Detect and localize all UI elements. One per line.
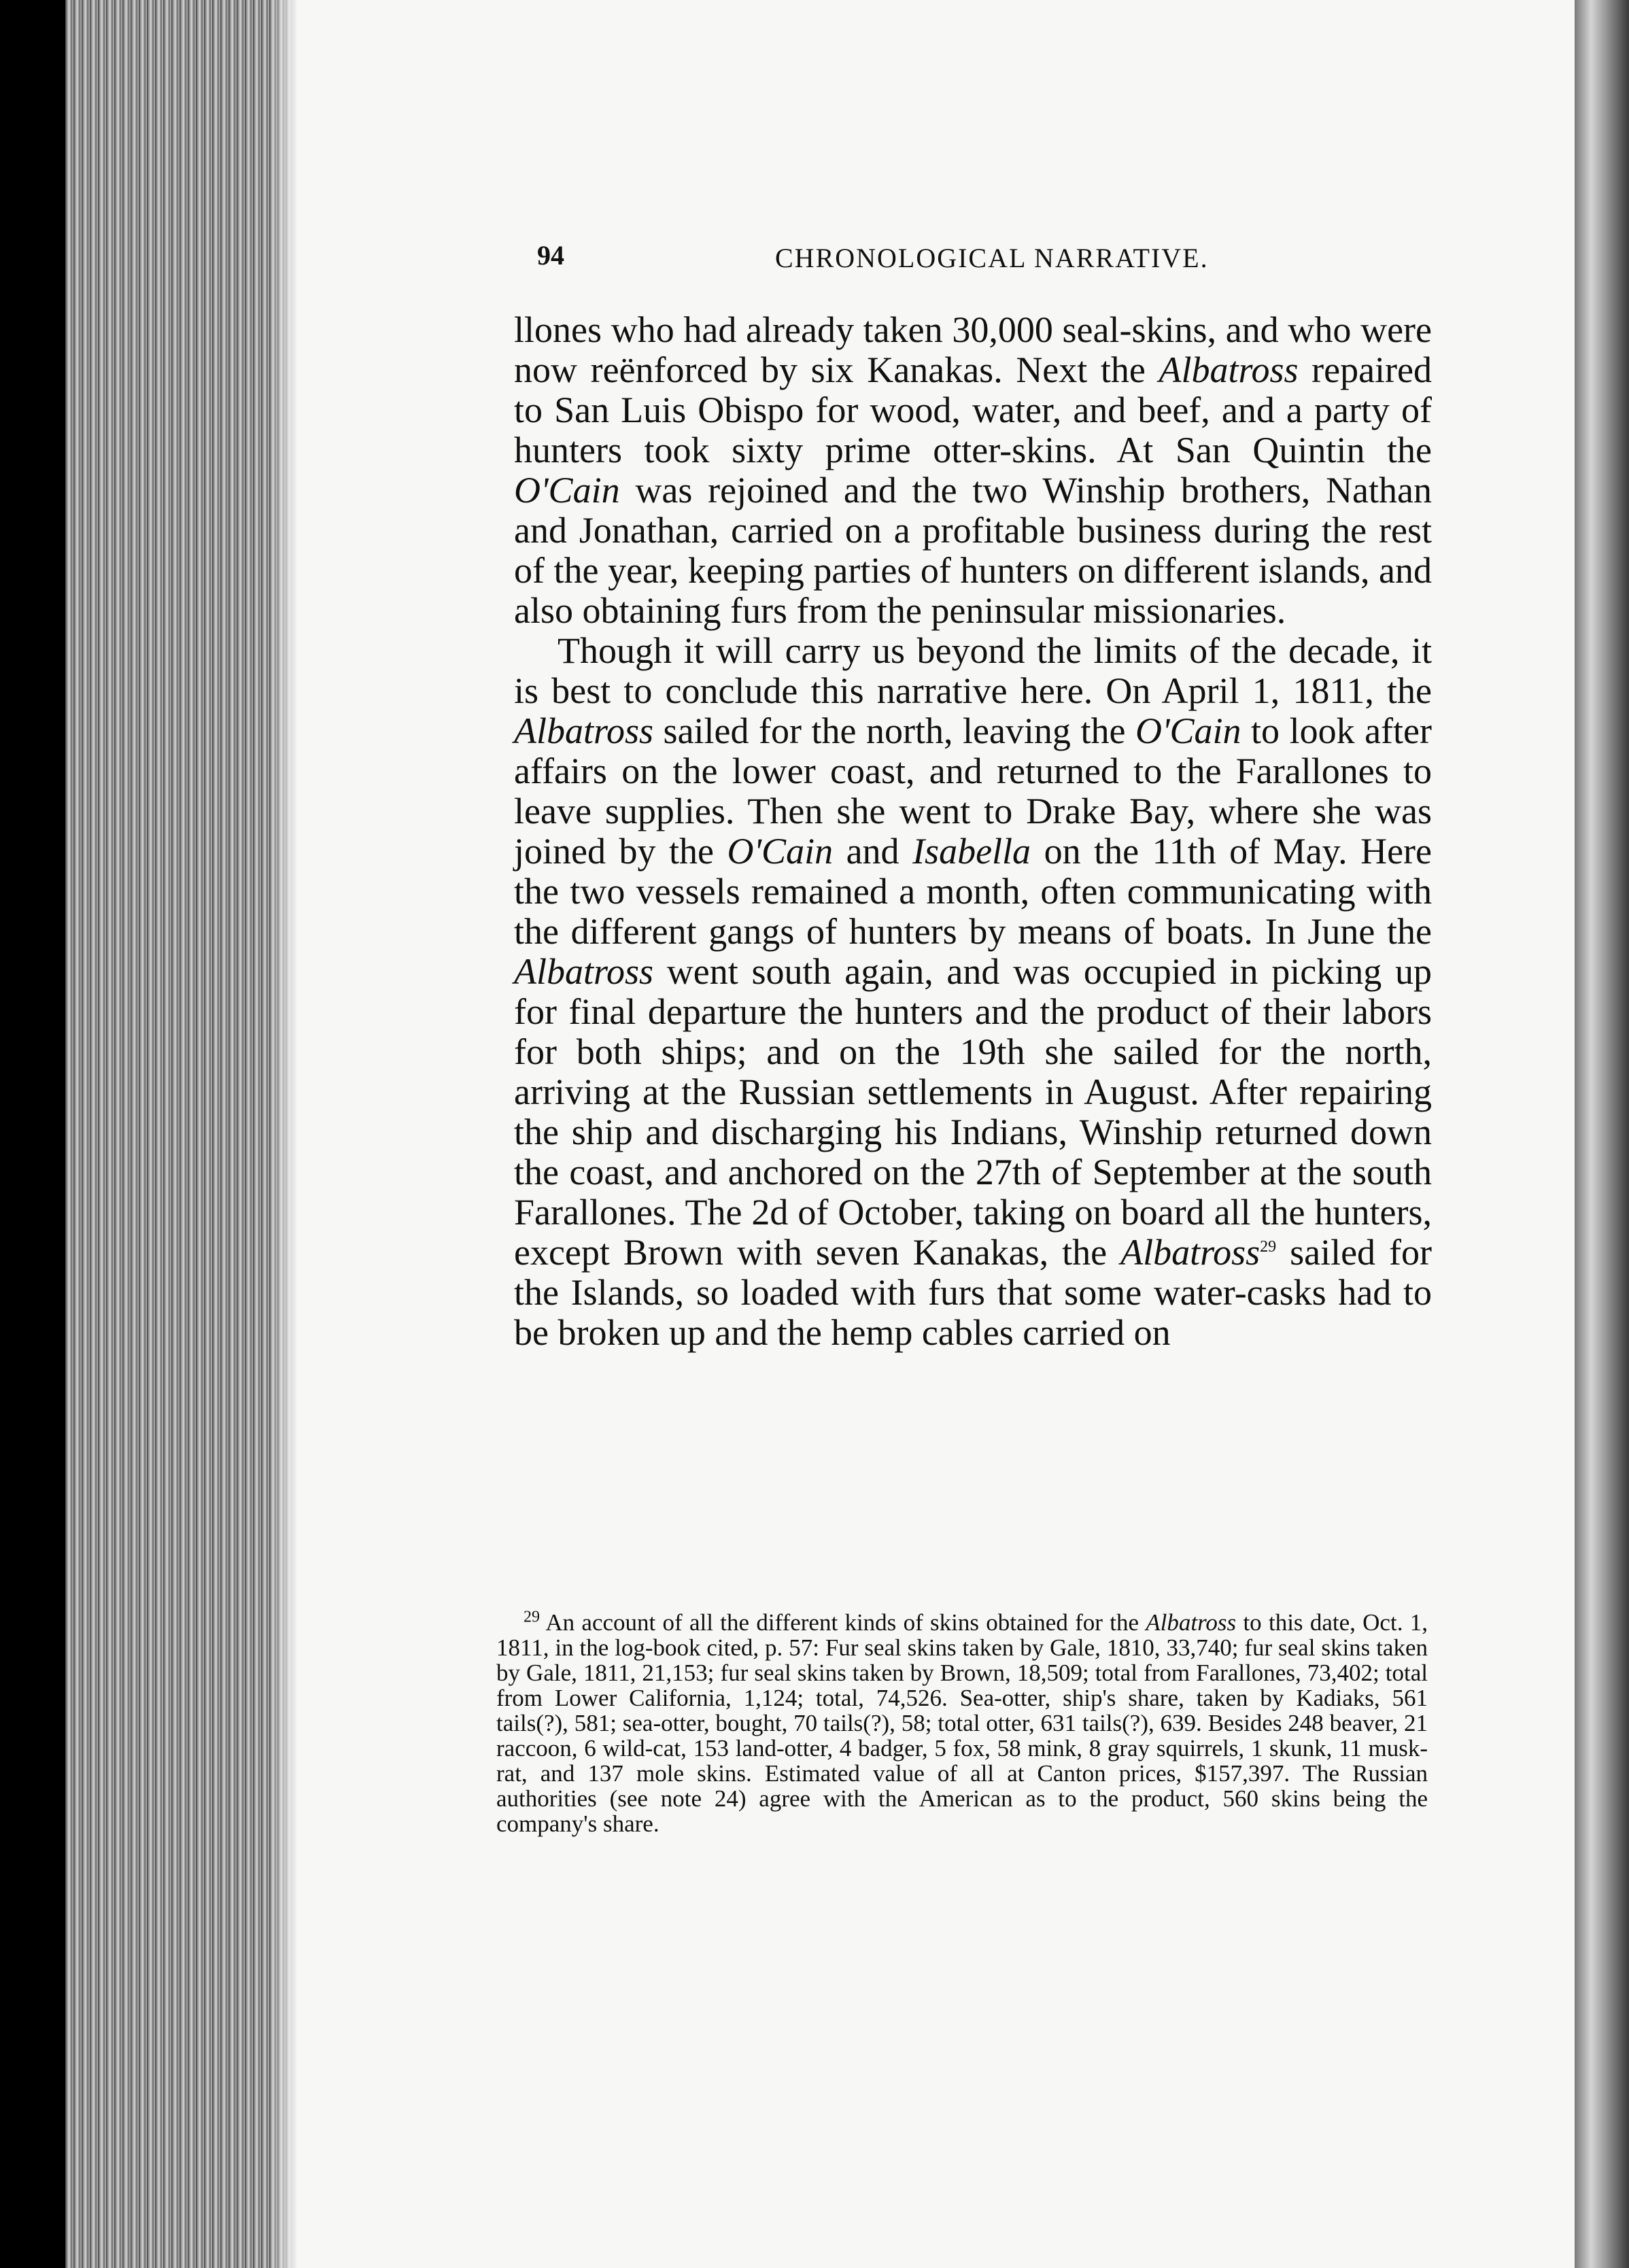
footnotes	[496, 1610, 1428, 1836]
text-run: Though it will carry us beyond the limits of the decade, it is best to conclude this narrative here. On April 1, 1811, the	[514, 630, 1432, 711]
ship-name: Albatross	[514, 710, 654, 751]
ship-name: Albatross	[1120, 1232, 1261, 1273]
paragraph-2	[514, 631, 1432, 1353]
text-run: An account of all the different kinds of skins obtained for the	[540, 1609, 1146, 1636]
ship-name: Albatross	[1146, 1609, 1237, 1636]
text-run: to this date, Oct. 1, 1811, in the log-book cited, p. 57: Fur seal skins taken by Gale, 1810, 33,740; fur seal skins taken by Gale, 1811, 21,153; fur seal skins taken by Brown, 18,509; total from Farallones, 73,402; total from Lower California, 1,124; total, 74,526. Sea-otter, ship's share, taken by Kadiaks, 561 tails(?), 581; sea-otter, bought, 70 tails(?), 58; total otter, 631 tails(?), 639. Besides 248 beaver, 21 raccoon, 6 wild-cat, 153 land-otter, 4 badger, 5 fox, 58 mink, 8 gray squirrels, 1 skunk, 11 musk-rat, and 137 mole skins. Estimated value of all at Canton prices, $157,397. The Russian authorities (see note 24) agree with the American as to the product, 560 skins being the company's share.	[496, 1609, 1428, 1837]
ship-name: Isabella	[912, 831, 1031, 872]
text-run: llones who had already taken 30,000 seal-skins, and who were now reënforced by six Kanakas. Next the	[514, 309, 1432, 390]
body-text	[514, 310, 1432, 1353]
text-run: and	[833, 831, 913, 872]
page-number: 94	[537, 240, 564, 271]
text-run: sailed for the north, leaving the	[653, 710, 1135, 751]
ship-name: O'Cain	[1135, 710, 1241, 751]
ship-name: O'Cain	[727, 831, 834, 872]
text-run: on the 11th of May. Here the two vessels remained a month, often communicating with the different gangs of hunters by means of boats. In June the	[514, 831, 1432, 952]
footnote-29	[496, 1610, 1428, 1836]
paragraph-1	[514, 310, 1432, 631]
running-head: CHRONOLOGICAL NARRATIVE.	[775, 243, 1209, 273]
book-page-edges	[65, 0, 296, 2268]
text-run: repaired to San Luis Obispo for wood, water, and beef, and a party of hunters took sixty prime otter-skins. At San Quintin the	[514, 349, 1432, 470]
ship-name: Albatross	[514, 951, 654, 992]
text-run: went south again, and was occupied in picking up for final departure the hunters and the product of their labors for both ships; and on the 19th she sailed for the north, arriving at the Russian settlements in August. After repairing the ship and discharging his Indians, Winship returned down the coast, and anchored on the 27th of September at the south Farallones. The 2d of October, taking on board all the hunters, except Brown with seven Kanakas, the	[514, 951, 1432, 1273]
footnote-reference[interactable]: 29	[1260, 1238, 1277, 1256]
footnote-mark: 29	[524, 1608, 540, 1626]
page-header	[537, 239, 1433, 287]
text-run: was rejoined and the two Winship brothers, Nathan and Jonathan, carried on a profitable business during the rest of the year, keeping parties of hunters on different islands, and also obtaining furs from the peninsular missionaries.	[514, 470, 1432, 631]
text-run: to look after affairs on the lower coast, and returned to the Farallones to leave supplies. Then she went to Drake Bay, where she was joined by the	[514, 710, 1432, 872]
text-run: sailed for the Islands, so loaded with furs that some water-casks had to be broken up and the hemp cables carried on	[514, 1232, 1432, 1353]
book-right-edge	[1575, 0, 1629, 2268]
ship-name: O'Cain	[514, 470, 620, 511]
ship-name: Albatross	[1159, 349, 1299, 390]
